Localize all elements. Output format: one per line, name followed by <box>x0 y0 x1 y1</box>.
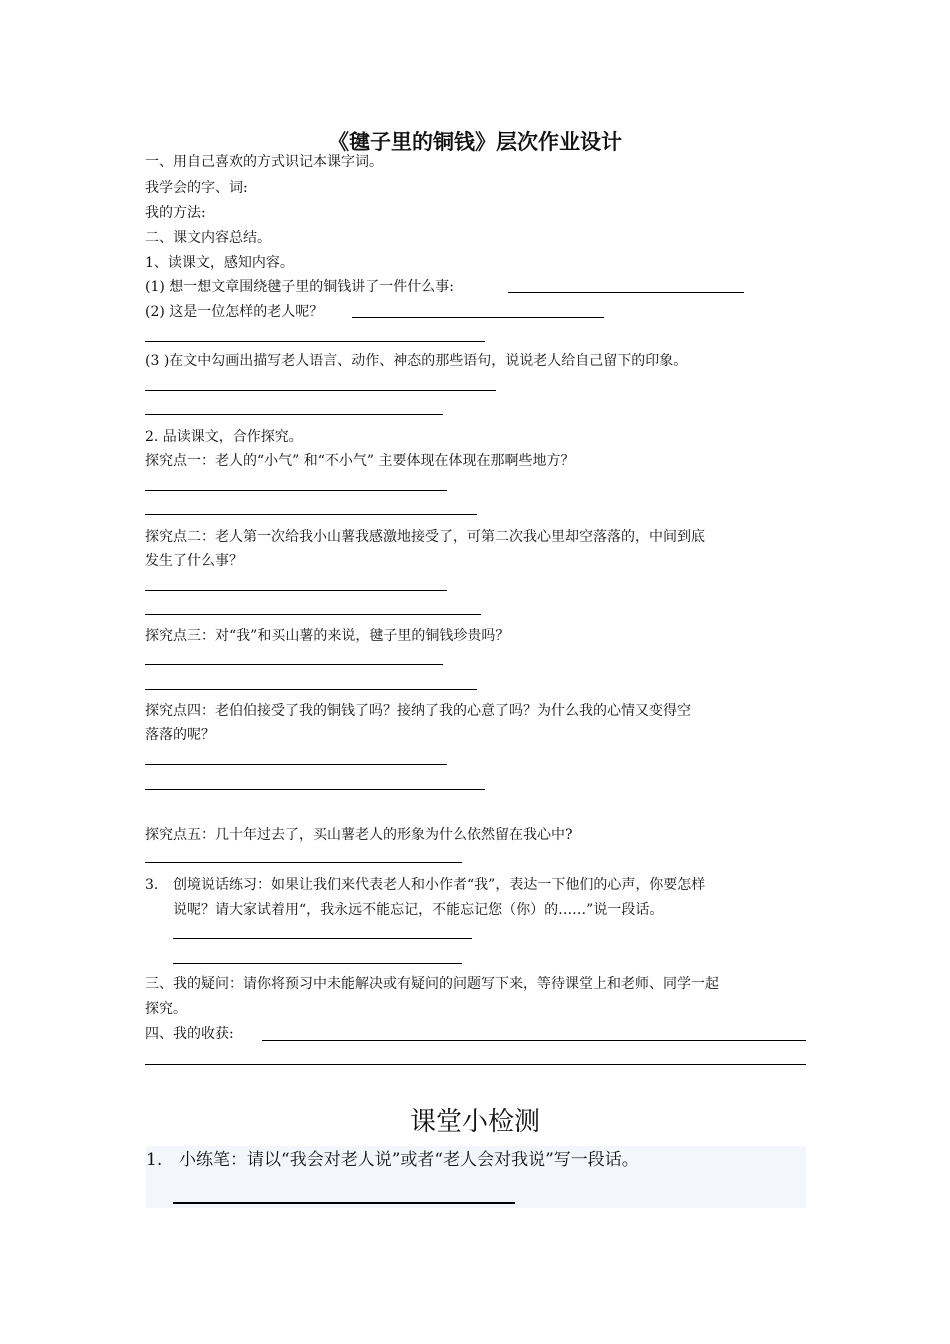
question-2: (2) 这是一位怎样的老人呢？ <box>145 304 324 320</box>
answer-line[interactable] <box>145 341 485 342</box>
section-3-question: 三、我的疑问：请你将预习中未能解决或有疑问的问题写下来，等待课堂上和老师、同学一起 <box>145 976 719 992</box>
quiz-item-number: 1. <box>146 1150 163 1170</box>
answer-line[interactable] <box>352 317 604 318</box>
speaking-practice-cont: 说呢？请大家试着用“，我永远不能忘记，不能忘记您（你）的……”说一段话。 <box>173 902 664 918</box>
answer-line[interactable] <box>173 938 472 939</box>
answer-line[interactable] <box>145 390 496 391</box>
quiz-title: 课堂小检测 <box>409 1107 540 1137</box>
answer-line[interactable] <box>145 764 447 765</box>
subsection-read: 1、读课文，感知内容。 <box>145 255 294 271</box>
explore-point-5: 探究点五：几十年过去了，买山薯老人的形象为什么依然留在我心中? <box>145 827 573 843</box>
section-3-question-cont: 探究。 <box>145 1001 187 1017</box>
answer-line[interactable] <box>145 614 481 615</box>
answer-line[interactable] <box>145 1064 806 1065</box>
explore-point-4: 探究点四：老伯伯接受了我的铜钱了吗？接纳了我的心意了吗？为什么我的心情又变得空 <box>145 703 691 719</box>
explore-point-3: 探究点三：对“我”和买山薯的来说，毽子里的铜钱珍贵吗？ <box>145 628 510 644</box>
answer-line[interactable] <box>262 1040 806 1041</box>
method-label: 我的方法: <box>145 205 206 221</box>
explore-point-1: 探究点一：老人的“小气” 和“不小气” 主要体现在体现在那啊些地方？ <box>145 453 575 469</box>
section-2-heading: 二、课文内容总结。 <box>145 230 271 246</box>
explore-point-4-cont: 落落的呢？ <box>145 727 215 743</box>
subsection-explore: 2. 品读课文，合作探究。 <box>145 429 303 445</box>
page-title: 《毽子里的铜钱》层次作业设计 <box>328 129 622 154</box>
answer-line[interactable] <box>145 414 443 415</box>
explore-point-2-cont: 发生了什么事？ <box>145 553 243 569</box>
answer-line[interactable] <box>508 292 744 293</box>
learned-words-label: 我学会的字、词: <box>145 180 248 196</box>
question-1: (1) 想一想文章围绕毽子里的铜钱讲了一件什么事: <box>145 279 454 295</box>
answer-line[interactable] <box>145 689 477 690</box>
answer-line[interactable] <box>145 490 447 491</box>
answer-line[interactable] <box>145 590 447 591</box>
item-3-number: 3. <box>145 877 159 893</box>
quiz-item-1: 小练笔：请以“我会对老人说”或者“老人会对我说”写一段话。 <box>179 1150 639 1170</box>
speaking-practice: 创境说话练习：如果让我们来代表老人和小作者“我”，表达一下他们的心声，你要怎样 <box>173 877 706 893</box>
answer-line[interactable] <box>173 1202 515 1204</box>
answer-line[interactable] <box>145 514 477 515</box>
section-1-heading: 一、用自己喜欢的方式识记本课字词。 <box>145 154 383 170</box>
answer-line[interactable] <box>173 963 462 964</box>
question-3: (3 )在文中勾画出描写老人语言、动作、神态的那些语句，说说老人给自己留下的印象。 <box>145 353 688 369</box>
answer-line[interactable] <box>145 789 485 790</box>
answer-line[interactable] <box>145 862 462 863</box>
section-4-harvest: 四、我的收获: <box>145 1026 234 1042</box>
answer-line[interactable] <box>145 664 443 665</box>
explore-point-2: 探究点二：老人第一次给我小山薯我感激地接受了，可第二次我心里却空落落的，中间到底 <box>145 529 705 545</box>
